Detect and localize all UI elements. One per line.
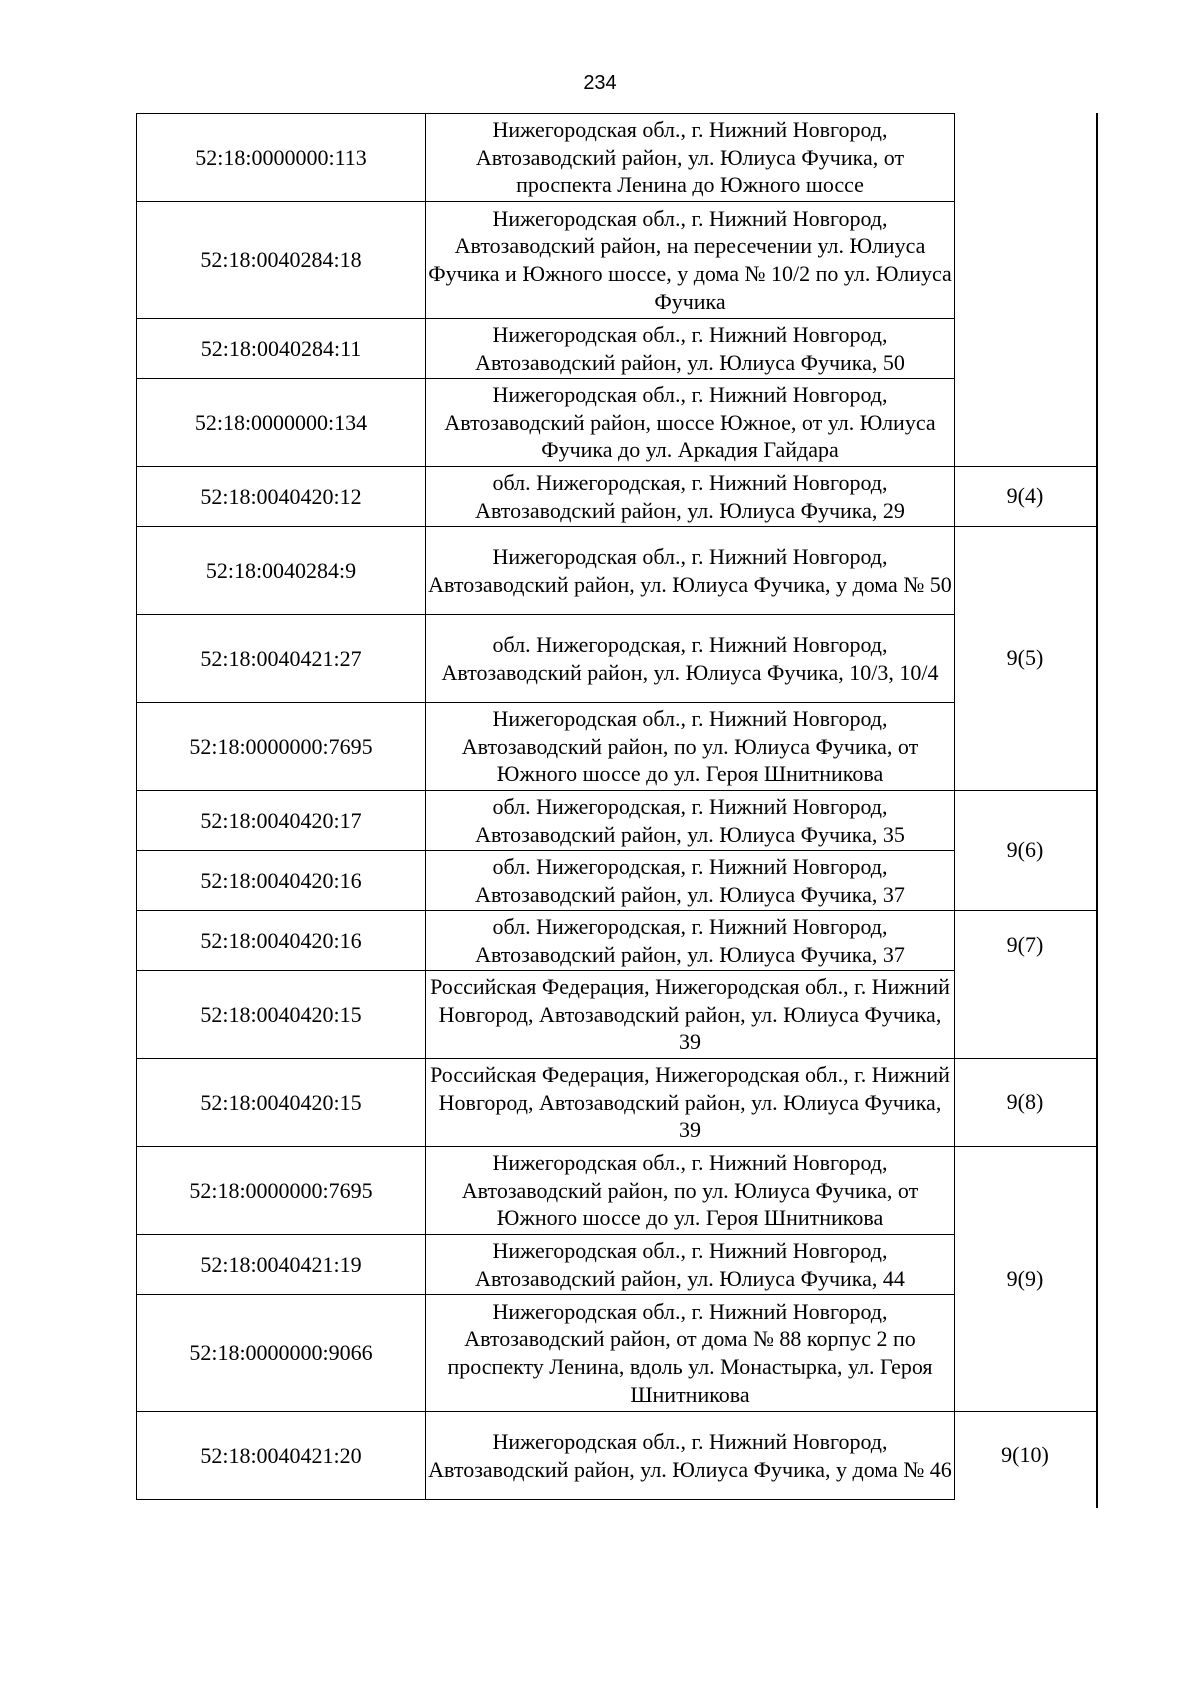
address-cell: Российская Федерация, Нижегородская обл., г. Нижний Новгород, Автозаводский район, ул. Юлиуса Фучика, 39 [426,971,955,1059]
address-cell: обл. Нижегородская, г. Нижний Новгород, Автозаводский район, ул. Юлиуса Фучика, 35 [426,791,955,851]
address-cell: обл. Нижегородская, г. Нижний Новгород, Автозаводский район, ул. Юлиуса Фучика, 10/3, 10/4 [426,615,955,703]
group-row [954,1058,1096,1146]
cadastral-number: 52:18:0000000:9066 [137,1295,426,1412]
table-row [137,851,955,911]
group-number: 9(10) [954,1411,1096,1499]
address-cell: Нижегородская обл., г. Нижний Новгород, Автозаводский район, шоссе Южное, от ул. Юлиуса Фучика до ул. Аркадия Гайдара [426,379,955,467]
cadastral-number: 52:18:0040420:12 [137,467,426,527]
table-row [137,467,955,527]
group-row [954,910,1096,1058]
address-cell: обл. Нижегородская, г. Нижний Новгород, Автозаводский район, ул. Юлиуса Фучика, 29 [426,467,955,527]
cadastral-number: 52:18:0040284:9 [137,527,426,615]
table-right-border [1096,113,1098,1508]
table-row [137,615,955,703]
address-cell: Нижегородская обл., г. Нижний Новгород, Автозаводский район, на пересечении ул. Юлиуса Фучика и Южного шоссе, у дома № 10/2 по ул. Юлиуса Фучика [426,202,955,319]
page-number: 234 [583,72,617,94]
group-number: 9(4) [954,466,1096,526]
group-row [954,1146,1096,1411]
table-row [137,1059,955,1147]
cadastral-number: 52:18:0040421:20 [137,1412,426,1500]
table-row [137,703,955,791]
group-row [954,790,1096,910]
table-row [137,1235,955,1295]
address-cell: Российская Федерация, Нижегородская обл., г. Нижний Новгород, Автозаводский район, ул. Юлиуса Фучика, 39 [426,1059,955,1147]
cadastral-number: 52:18:0040421:27 [137,615,426,703]
cadastral-number: 52:18:0040420:15 [137,971,426,1059]
group-number: 9(8) [954,1058,1096,1146]
address-cell: Нижегородская обл., г. Нижний Новгород, Автозаводский район, ул. Юлиуса Фучика, 44 [426,1235,955,1295]
table-row [137,791,955,851]
cadastral-number: 52:18:0040420:16 [137,851,426,911]
table-row [137,379,955,467]
group-number: 9(6) [954,790,1096,910]
cadastral-number: 52:18:0040420:17 [137,791,426,851]
table-row [137,1295,955,1412]
table-row [137,527,955,615]
cadastral-number: 52:18:0040421:19 [137,1235,426,1295]
address-cell: Нижегородская обл., г. Нижний Новгород, Автозаводский район, ул. Юлиуса Фучика, у дома № 46 [426,1412,955,1500]
cadastral-number: 52:18:0040284:11 [137,319,426,379]
cadastral-number: 52:18:0000000:7695 [137,1147,426,1235]
cadastral-number: 52:18:0000000:7695 [137,703,426,791]
address-cell: обл. Нижегородская, г. Нижний Новгород, Автозаводский район, ул. Юлиуса Фучика, 37 [426,911,955,971]
address-cell: обл. Нижегородская, г. Нижний Новгород, Автозаводский район, ул. Юлиуса Фучика, 37 [426,851,955,911]
table-row [137,971,955,1059]
group-number-column [954,113,1096,1499]
group-row [954,526,1096,790]
table-row [137,1412,955,1500]
group-number: 9(5) [954,526,1096,790]
cadastral-number: 52:18:0000000:134 [137,379,426,467]
group-row [954,1411,1096,1499]
cadastral-number: 52:18:0000000:113 [137,114,426,202]
address-cell: Нижегородская обл., г. Нижний Новгород, Автозаводский район, по ул. Юлиуса Фучика, от Южного шоссе до ул. Героя Шнитникова [426,703,955,791]
group-row [954,113,1096,466]
address-cell: Нижегородская обл., г. Нижний Новгород, Автозаводский район, ул. Юлиуса Фучика, у дома № 50 [426,527,955,615]
cadastral-number: 52:18:0040284:18 [137,202,426,319]
address-cell: Нижегородская обл., г. Нижний Новгород, Автозаводский район, по ул. Юлиуса Фучика, от Южного шоссе до ул. Героя Шнитникова [426,1147,955,1235]
address-cell: Нижегородская обл., г. Нижний Новгород, Автозаводский район, ул. Юлиуса Фучика, от проспекта Ленина до Южного шоссе [426,114,955,202]
group-number: 9(7) [954,910,1096,1058]
cadastral-number: 52:18:0040420:16 [137,911,426,971]
table-row [137,1147,955,1235]
table-row [137,114,955,202]
table-row [137,319,955,379]
address-cell: Нижегородская обл., г. Нижний Новгород, Автозаводский район, ул. Юлиуса Фучика, 50 [426,319,955,379]
table-row [137,202,955,319]
table-row [137,911,955,971]
cadastral-number: 52:18:0040420:15 [137,1059,426,1147]
land-plot-table [136,113,955,1500]
group-row [954,466,1096,526]
address-cell: Нижегородская обл., г. Нижний Новгород, Автозаводский район, от дома № 88 корпус 2 по проспекту Ленина, вдоль ул. Монастырка, ул. Героя Шнитникова [426,1295,955,1412]
group-number: 9(9) [954,1146,1096,1411]
